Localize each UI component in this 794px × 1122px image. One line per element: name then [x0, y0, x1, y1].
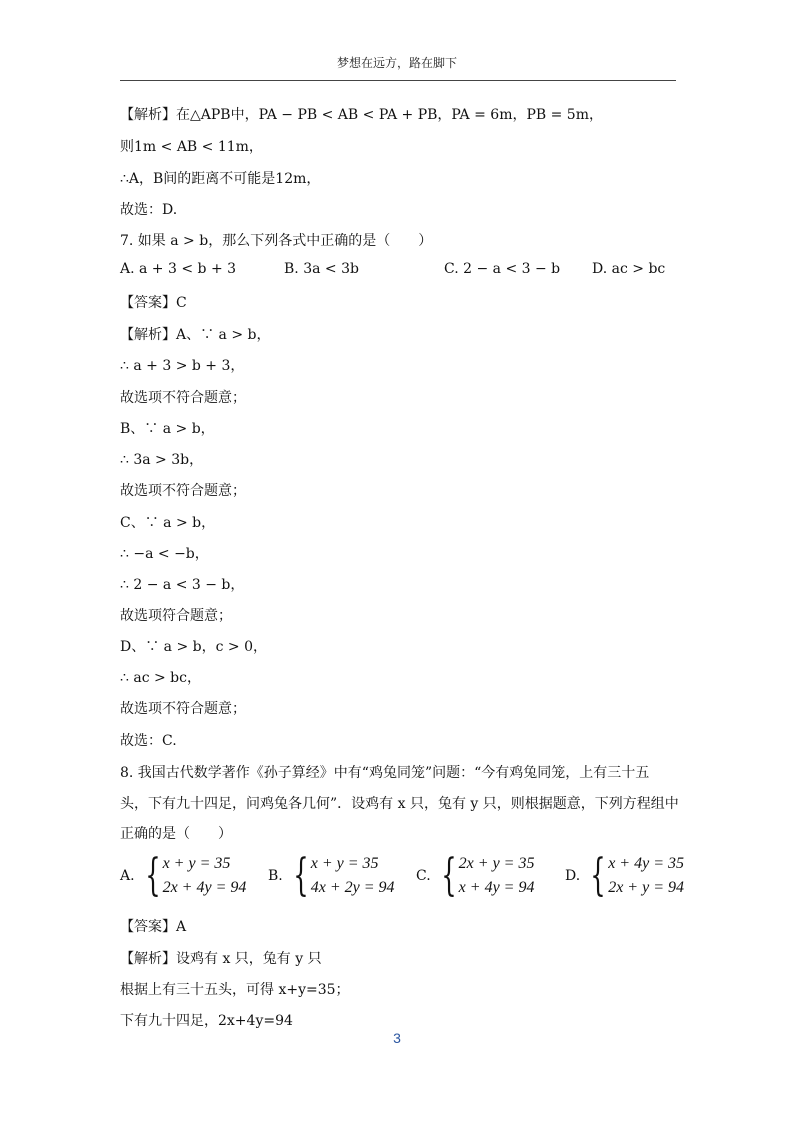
question-8-line-2: 头，下有九十四足，问鸡兔各几何”．设鸡有 x 只，兔有 y 只，则根据题意，下列方程组中 [120, 796, 679, 812]
page-number: 3 [393, 1030, 401, 1046]
q8-option-c [416, 851, 534, 901]
q8-option-b-eq1: x + y = 35 [310, 855, 379, 872]
q7-analysis-a1: 【解析】A、∵ a > b， [120, 327, 271, 343]
q7-analysis-d1: D、∵ a > b，c > 0， [120, 639, 267, 655]
q7-option-d: D. ac > bc [592, 261, 666, 277]
q8-option-d-eq2: 2x + y = 94 [608, 879, 684, 896]
question-8-line-3: 正确的是（ ） [120, 826, 232, 842]
q7-analysis-c1: C、∵ a > b， [120, 515, 216, 531]
analysis-line-2: 则1m < AB < 11m， [120, 139, 263, 155]
q7-analysis-c2: ∴ −a < −b， [120, 546, 209, 562]
q8-option-a [120, 851, 246, 901]
brace-icon: { [440, 850, 457, 901]
question-7: 7. 如果 a > b，那么下列各式中正确的是（ ） [120, 233, 433, 249]
analysis-line-3: ∴A，B间的距离不可能是12m， [120, 171, 321, 187]
q8-option-c-eq1: 2x + y = 35 [458, 855, 535, 872]
q7-analysis-d4: 故选：C. [120, 733, 177, 749]
q8-option-d [565, 851, 684, 901]
q7-analysis-c3: ∴ 2 − a < 3 − b， [120, 577, 245, 593]
q7-option-c: C. 2 − a < 3 − b [444, 261, 561, 277]
q7-analysis-a3: 故选项不符合题意； [120, 390, 246, 406]
analysis-line-1: 【解析】在△APB中，PA − PB < AB < PA + PB，PA = 6m，PB = 5m， [120, 107, 603, 123]
q8-option-a-eq1: x + y = 35 [162, 855, 231, 872]
q8-option-d-label: D. [565, 868, 581, 884]
page-header: 梦想在远方，路在脚下 [336, 56, 457, 70]
q7-analysis-c4: 故选项符合题意； [120, 608, 232, 624]
q7-analysis-d3: 故选项不符合题意； [120, 701, 246, 717]
question-8-line-1: 8. 我国古代数学著作《孙子算经》中有“鸡兔同笼”问题：“今有鸡兔同笼，上有三十五 [120, 765, 650, 781]
q8-answer: 【答案】A [120, 919, 187, 935]
q8-option-a-eq2: 2x + 4y = 94 [162, 879, 247, 896]
q7-answer: 【答案】C [120, 295, 187, 311]
q7-option-a: A. a + 3 < b + 3 [120, 261, 237, 277]
q8-option-c-eq2: x + 4y = 94 [458, 879, 535, 896]
brace-icon: { [144, 850, 161, 901]
q8-option-b-label: B. [268, 868, 283, 884]
q8-option-b-eq2: 4x + 2y = 94 [310, 879, 395, 896]
q7-analysis-a2: ∴ a + 3 > b + 3， [120, 358, 245, 374]
q8-option-d-eq1: x + 4y = 35 [608, 855, 684, 872]
brace-icon: { [590, 850, 606, 901]
q8-analysis-3: 下有九十四足，2x+4y=94 [120, 1013, 293, 1029]
q7-analysis-d2: ∴ ac > bc， [120, 670, 201, 686]
q8-option-c-label: C. [416, 868, 431, 884]
q8-option-b [268, 851, 395, 901]
q7-analysis-b2: ∴ 3a > 3b， [120, 452, 204, 468]
q8-analysis-1: 【解析】设鸡有 x 只，兔有 y 只 [120, 951, 322, 967]
brace-icon: { [293, 850, 309, 901]
q7-option-b: B. 3a < 3b [284, 261, 359, 277]
analysis-line-4: 故选：D. [120, 202, 178, 218]
q7-analysis-b1: B、∵ a > b， [120, 421, 215, 437]
header-divider [120, 80, 676, 81]
q8-analysis-2: 根据上有三十五头，可得 x+y=35； [120, 982, 350, 998]
q8-option-a-label: A. [120, 868, 135, 884]
q7-analysis-b3: 故选项不符合题意； [120, 483, 246, 499]
